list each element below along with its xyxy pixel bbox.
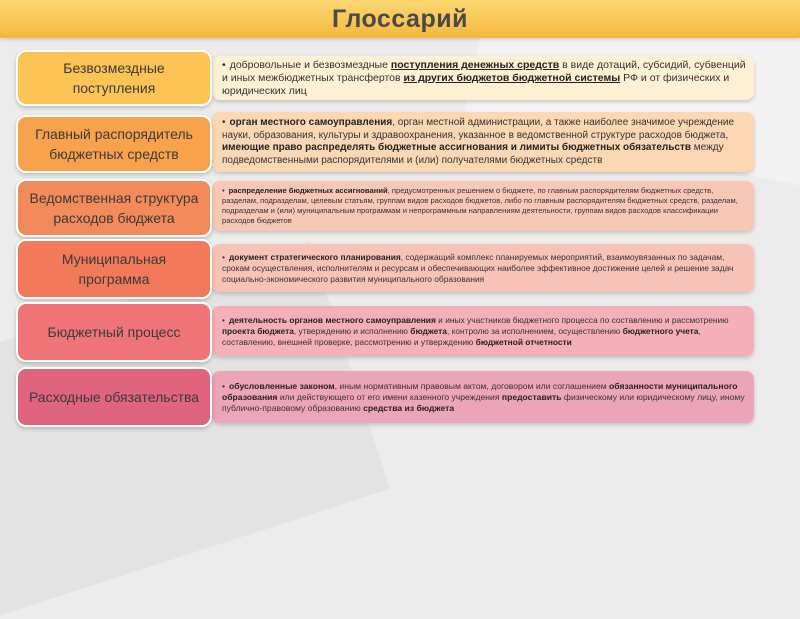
definition-text: • обусловленные законом, иным нормативным правовым актом, договором или соглашением обязанности муниципального образования или действующего от его имени казенного учреждения предоставить физическому или юридическому лицу, иному публично-правовому образованию средства из бюджета bbox=[212, 381, 754, 414]
definition-text: • добровольные и безвозмездные поступления денежных средств в виде дотаций, субсидий, субвенций и иных межбюджетных трансфертов из других бюджетов бюджетной системы РФ и от физических и юридических лиц bbox=[212, 59, 754, 98]
definition-box bbox=[212, 244, 754, 292]
definition-box bbox=[212, 371, 754, 423]
term-box bbox=[16, 367, 212, 427]
term-label: Бюджетный процесс bbox=[47, 324, 181, 340]
term-box bbox=[16, 179, 212, 237]
definition-text: • деятельность органов местного самоуправления и иных участников бюджетного процесса по составлению и рассмотрению проекта бюджета, утверждению и исполнению бюджета, контролю за исполнением, осуществлению бюджетного учета, составлению, внешней проверке, рассмотрению и утверждению бюджетной отчетности bbox=[212, 315, 754, 348]
definition-text: • распределение бюджетных ассигнований, предусмотренных решением о бюджете, по главным распорядителям бюджетных средств, разделам, подразделам, целевым статьям, группам видов расходов бюджетов, либо по главным распорядителям бюджетных средств, разделам, подразделам и (или) муниципальным программам и непрограммным направлениям деятельности, группам видов расходов классификации расходов бюджетов bbox=[212, 186, 754, 225]
term-label: Безвозмездные поступления bbox=[63, 60, 165, 96]
definition-text: • документ стратегического планирования, содержащий комплекс планируемых мероприятий, взаимоувязанных по задачам, срокам осуществления, исполнителям и ресурсам и обеспечивающих наиболее эффективное достижение целей и решение задач социально-экономического развития муниципального образования bbox=[212, 252, 754, 285]
term-label: Главный распорядитель бюджетных средств bbox=[35, 126, 193, 162]
title-bar bbox=[0, 0, 800, 38]
definition-text: • орган местного самоуправления, орган местной администрации, а также наиболее значимое учреждение науки, образования, культуры и здравоохранения, указанное в ведомственной структуре расходов бюджета, имеющие право распределять бюджетные ассигнования и лимиты бюджетных обязательств между подведомственными распорядителями и (или) получателями бюджетных средств bbox=[212, 117, 754, 167]
term-label: Ведомственная структура расходов бюджета bbox=[29, 190, 199, 226]
term-label: Муниципальная программа bbox=[61, 251, 167, 287]
term-box bbox=[16, 115, 212, 173]
definition-box bbox=[212, 112, 754, 172]
definition-box bbox=[212, 306, 754, 356]
definition-box bbox=[212, 181, 754, 231]
page-title: Глоссарий bbox=[332, 4, 468, 33]
term-box bbox=[16, 302, 212, 362]
term-box bbox=[16, 239, 212, 299]
definition-box bbox=[212, 56, 754, 100]
term-label: Расходные обязательства bbox=[28, 389, 200, 405]
term-box bbox=[16, 50, 212, 106]
